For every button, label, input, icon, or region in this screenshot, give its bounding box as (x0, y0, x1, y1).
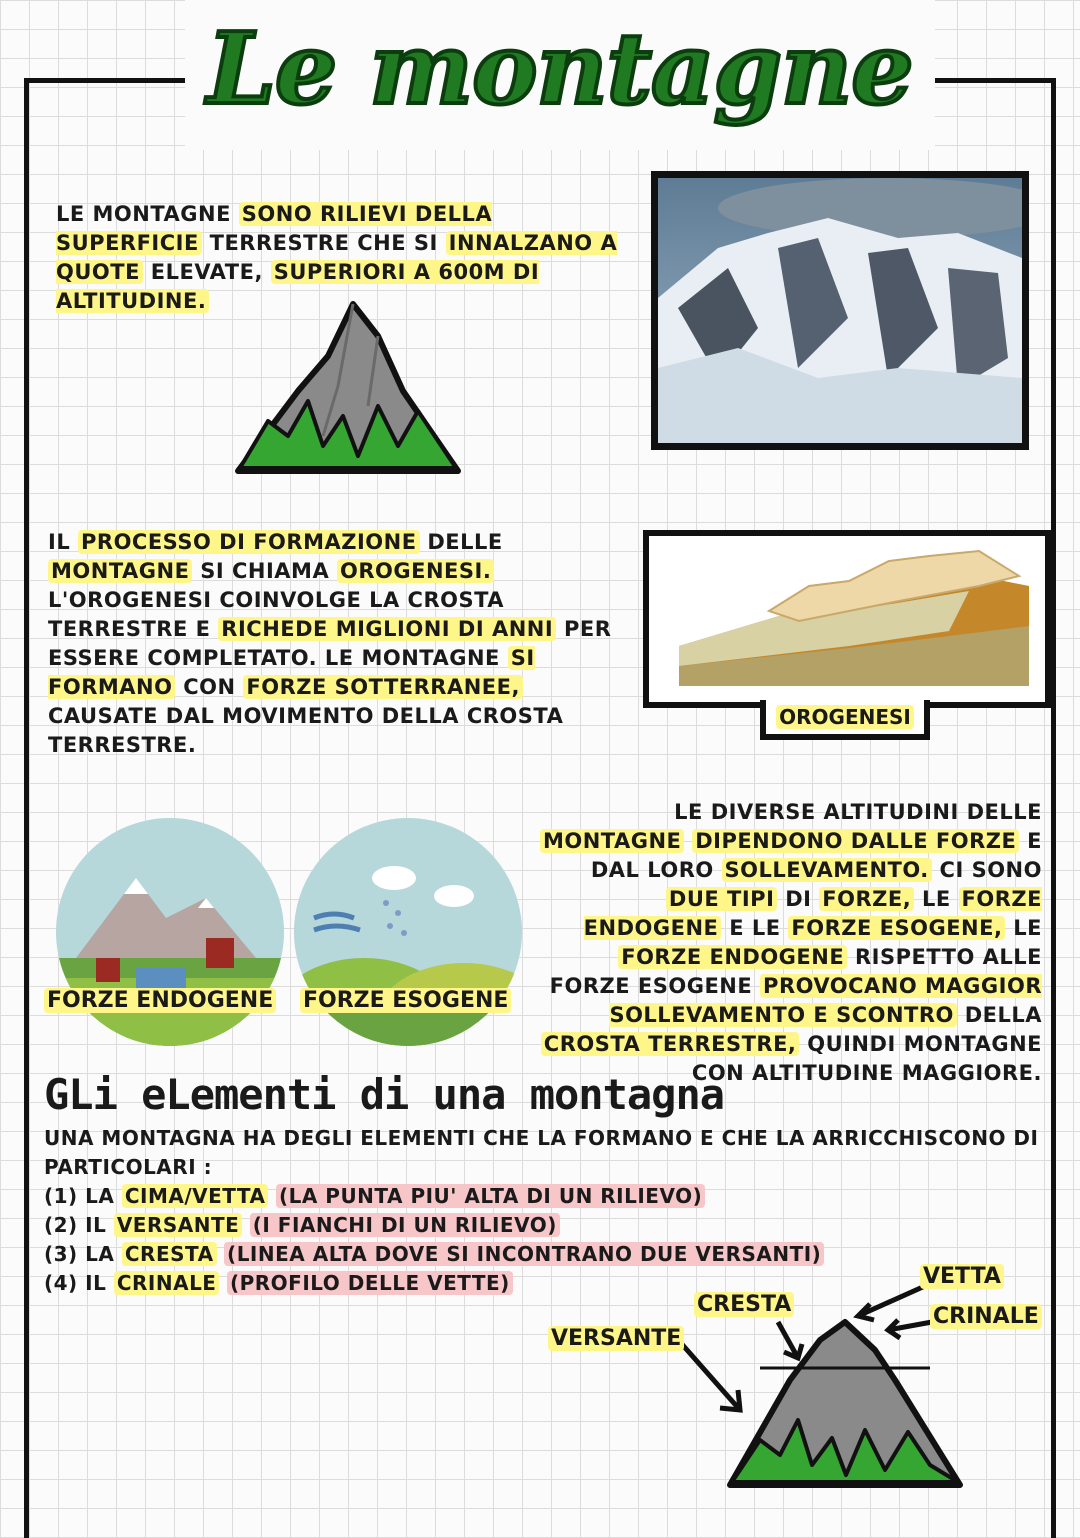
oro-highlight-4: RICHEDE MIGLIONI DI ANNI (218, 617, 556, 641)
oro-highlight-3: OROGENESI. (337, 559, 494, 583)
item-term: CIMA/VETTA (122, 1184, 269, 1208)
forze-text-5: LE (922, 887, 951, 911)
forze-highlight-5: FORZE, (819, 887, 914, 911)
forze-text-8: RISPETTO ALLE FORZE ESOGENE (549, 945, 1042, 998)
forze-highlight-6: FORZE ENDOGENE (583, 887, 1042, 940)
forze-highlight-7: FORZE ESOGENE, (788, 916, 1005, 940)
versante-label: VERSANTE (548, 1326, 684, 1351)
mountain-illustration (228, 296, 468, 486)
item-desc: (I FIANCHI DI UN RILIEVO) (250, 1213, 560, 1237)
intro-text-3: ELEVATE, (150, 260, 263, 284)
list-item (44, 1182, 944, 1211)
list-item (44, 1211, 944, 1240)
orogenesi-paragraph (48, 528, 638, 760)
forze-text-9: DELLA (964, 1003, 1042, 1027)
forze-text-4: DI (785, 887, 812, 911)
forze-paragraph (534, 798, 1042, 1088)
forze-esogene-label: FORZE ESOGENE (300, 988, 511, 1013)
intro-text-2: TERRESTRE CHE SI (209, 231, 438, 255)
oro-text-6: CON (183, 675, 236, 699)
oro-text-4: L'OROGENESI COINVOLGE LA CROSTA TERRESTRE E (48, 588, 505, 641)
forze-endogene-label: FORZE ENDOGENE (44, 988, 276, 1013)
elementi-intro: UNA MONTAGNA HA DEGLI ELEMENTI CHE LA FORMANO E CHE LA ARRICCHISCONO DI PARTICOLARI : (44, 1126, 1039, 1179)
oro-highlight-1: PROCESSO DI FORMAZIONE (78, 530, 420, 554)
forze-highlight-8: FORZE ENDOGENE (618, 945, 847, 969)
item-num: (3) LA (44, 1242, 115, 1266)
forze-highlight-1: MONTAGNE (540, 829, 684, 853)
item-desc: (LA PUNTA PIU' ALTA DI UN RILIEVO) (276, 1184, 705, 1208)
forze-text-10: QUINDI MONTAGNE CON ALTITUDINE MAGGIORE. (691, 1032, 1042, 1085)
oro-highlight-2: MONTAGNE (48, 559, 192, 583)
oro-text-2: DELLE (427, 530, 503, 554)
item-term: CRESTA (122, 1242, 217, 1266)
vetta-label: VETTA (920, 1264, 1004, 1289)
cresta-label: CRESTA (694, 1292, 794, 1317)
oro-text-7: CAUSATE DAL MOVIMENTO DELLA CROSTA TERRESTRE. (48, 704, 564, 757)
page-title: Le montagne (185, 0, 935, 150)
orogenesi-caption: OROGENESI (776, 705, 914, 729)
item-term: VERSANTE (114, 1213, 242, 1237)
oro-text-1: IL (48, 530, 71, 554)
intro-highlight-1: SONO RILIEVI DELLA SUPERFICIE (56, 202, 493, 255)
forze-highlight-10: CROSTA TERRESTRE, (541, 1032, 800, 1056)
mountain-photo (651, 171, 1029, 450)
forze-text-1: LE DIVERSE ALTITUDINI DELLE (674, 800, 1042, 824)
forze-text-2: E DAL LORO (590, 829, 1042, 882)
item-desc: (LINEA ALTA DOVE SI INCONTRANO DUE VERSANTI) (224, 1242, 824, 1266)
orogenesi-caption-box (760, 700, 930, 740)
intro-highlight-2: INNALZANO A QUOTE (56, 231, 618, 284)
forze-highlight-2: DIPENDONO DALLE FORZE (692, 829, 1019, 853)
forze-text-7: LE (1013, 916, 1042, 940)
intro-highlight-3: SUPERIORI A 600M DI ALTITUDINE. (56, 260, 540, 313)
forze-text-6: E LE (729, 916, 781, 940)
oro-text-3: SI CHIAMA (200, 559, 330, 583)
mountain-elements-diagram (540, 1260, 1060, 1500)
item-term: CRINALE (114, 1271, 220, 1295)
item-num: (2) IL (44, 1213, 107, 1237)
orogenesi-diagram (643, 530, 1051, 708)
forze-highlight-3: SOLLEVAMENTO. (722, 858, 932, 882)
oro-text-5: PER ESSERE COMPLETATO. LE MONTAGNE (48, 617, 612, 670)
oro-highlight-5: SI FORMANO (48, 646, 535, 699)
forze-text-3: CI SONO (939, 858, 1042, 882)
elementi-heading: GLi eLementi di una montagna (44, 1070, 725, 1119)
forze-highlight-9: PROVOCANO MAGGIOR SOLLEVAMENTO E SCONTRO (609, 974, 1042, 1027)
crinale-label: CRINALE (930, 1304, 1042, 1329)
item-desc: (PROFILO DELLE VETTE) (227, 1271, 513, 1295)
forze-highlight-4: DUE TIPI (666, 887, 777, 911)
item-num: (4) IL (44, 1271, 107, 1295)
oro-highlight-6: FORZE SOTTERRANEE, (243, 675, 523, 699)
item-num: (1) LA (44, 1184, 115, 1208)
intro-text-1: LE MONTAGNE (56, 202, 231, 226)
